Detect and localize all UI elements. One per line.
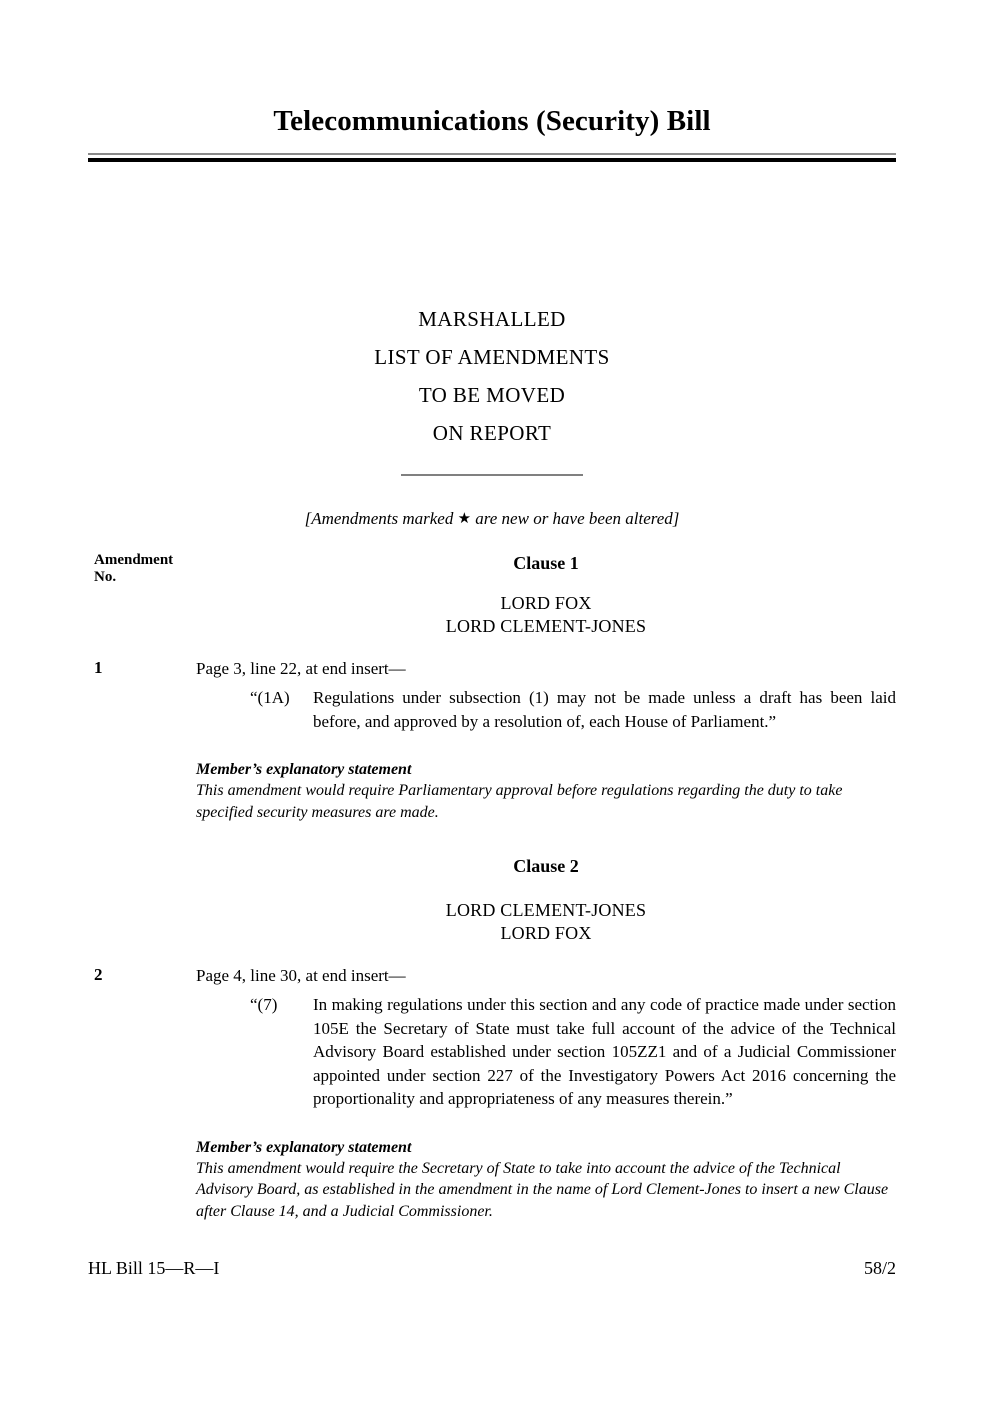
section-divider-rule [401,474,583,476]
amendment-number: 1 [94,658,103,677]
clause-heading-2: Clause 2 [513,856,579,876]
content-column [94,552,896,1222]
amendment-lead-in: Page 4, line 30, at end insert— [196,966,406,985]
amendment-no-column-header [94,552,204,586]
amendment-number: 2 [94,965,103,984]
column-header-line-2: No. [94,569,117,585]
sponsor-name: LORD CLEMENT-JONES [445,900,647,920]
quote-marker: “(7) [250,995,278,1014]
star-icon: ★ [457,511,472,527]
title-block [88,104,896,162]
explanatory-statement-title: Member’s explanatory statement [196,761,412,778]
note-prefix: [Amendments marked [304,509,458,528]
footer-bill-reference: HL Bill 15—R—I [88,1258,220,1278]
sponsor-list-2 [196,899,896,945]
page-footer [88,1258,896,1279]
explanatory-statement-title: Member’s explanatory statement [196,1138,412,1156]
amendments-marked-note [88,509,896,529]
column-header-line-1: Amendment [94,552,174,568]
sponsor-list-1 [196,592,896,638]
footer-page-number: 58/2 [863,1258,896,1278]
title-double-rule [88,153,896,162]
sponsor-name: LORD FOX [500,593,592,613]
note-suffix: are new or have been altered] [471,509,680,528]
heading-line-3: TO BE MOVED [418,383,566,407]
amendment-entry-1 [94,658,896,733]
rule-thick-line [88,158,896,162]
explanatory-statement-1 [196,759,896,823]
quote-text: Regulations under subsection (1) may not be made unless a draft has been laid before, and approved by a resolution of, each House of Parliament.” [313,688,896,731]
explanatory-statement-body: This amendment would require the Secretary of State to take into account the advice of the Technical Advisory Board, as established in the amendment in the name of Lord Clement-Jones to insert a new Clause after Clause 14, and a Judicial Commissioner. [196,1159,889,1220]
quote-marker: “(1A) [250,688,290,707]
sponsor-name: LORD FOX [500,923,592,943]
amendment-quoted-text-block [196,993,896,1111]
amendment-section-1 [94,552,896,823]
amendment-lead-in: Page 3, line 22, at end insert— [196,659,406,678]
amendment-quoted-text-block [196,686,896,733]
heading-line-4: ON REPORT [432,421,552,445]
explanatory-statement-body: This amendment would require Parliamentary approval before regulations regarding the duty to take specified security measures are made. [196,782,843,821]
explanatory-statement-2 [196,1137,896,1223]
quote-text: In making regulations under this section and any code of practice made under section 105E the Secretary of State must take full account of the advice of the Technical Advisory Board established under section 105ZZ1 and of a Judicial Commissioner appointed under section 227 of the Investigatory Powers Act 2016 concerning the proportionality and appropriateness of any measures therein.” [313,995,896,1108]
amendment-section-2 [94,855,896,1222]
amendment-entry-2 [94,965,896,1111]
clause-heading-1: Clause 1 [513,553,579,573]
heading-line-1: MARSHALLED [418,307,566,331]
heading-line-2: LIST OF AMENDMENTS [374,345,610,369]
page-title: Telecommunications (Security) Bill [273,105,711,137]
heading-block [88,300,896,476]
sponsor-name: LORD CLEMENT-JONES [445,616,647,636]
